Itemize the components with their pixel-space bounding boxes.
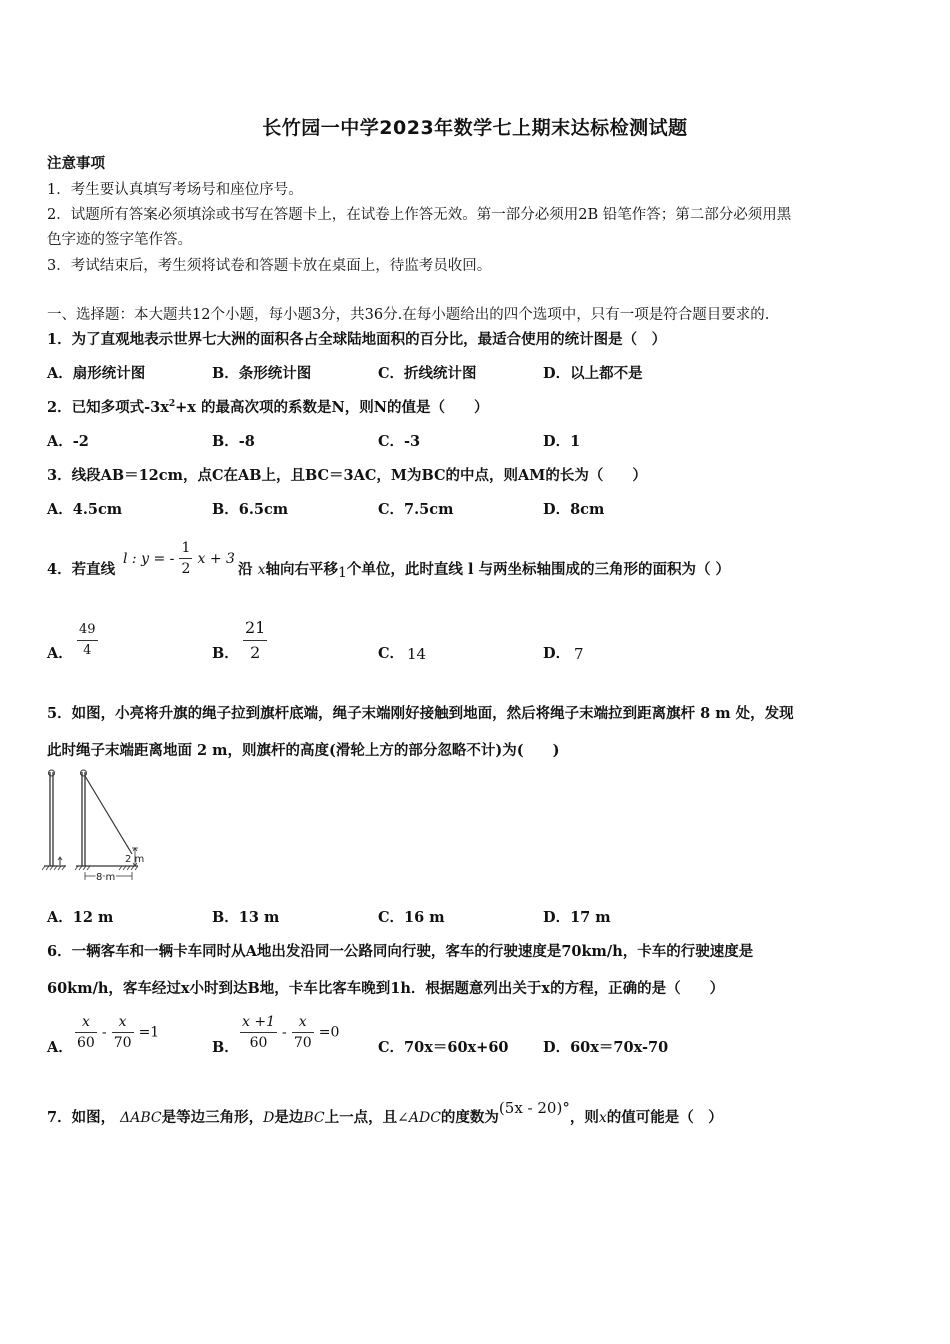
- q3-option-a: A．4.5cm: [47, 501, 123, 518]
- q7-side-bc: BC: [303, 1110, 325, 1126]
- notice-heading: 注意事项: [47, 155, 105, 172]
- q6-option-b-equation: [240, 1012, 339, 1053]
- fig-label-8m: 8 m: [96, 872, 116, 883]
- q4-option-c-value: 14: [407, 645, 427, 663]
- q7-var-x: x: [598, 1110, 607, 1126]
- q6-b-rhs: =0: [318, 1024, 340, 1041]
- q7-point-d: D: [263, 1110, 275, 1126]
- q4-var-x: x: [257, 562, 266, 578]
- q7-label: 7．如图，: [47, 1109, 116, 1126]
- q6-a-fraction-1: [75, 1012, 97, 1053]
- q2-option-d: D．1: [543, 433, 581, 450]
- q2-option-c: C．-3: [378, 433, 421, 450]
- q4-label: 4．若直线: [47, 561, 116, 578]
- q6-b-fraction-2: [292, 1012, 314, 1053]
- q4-option-a-numerator: 49: [77, 620, 98, 641]
- q4-option-a-fraction: [77, 620, 98, 661]
- notice-item-2: 2．试题所有答案必须填涂或书写在答题卡上，在试卷上作答无效。第一部分必须用2B 铅笔作答；第二部分必须用黑: [47, 207, 792, 223]
- q6-b-den-2: 70: [293, 1035, 312, 1051]
- q3-stem: 3．线段AB＝12cm，点C在AB上，且BC＝3AC，M为BC的中点，则AM的长为（ ）: [47, 467, 647, 484]
- q1-option-d: D．以上都不是: [543, 365, 643, 382]
- q6-a-den-1: 60: [77, 1035, 95, 1051]
- q6-line-1: 6．一辆客车和一辆卡车同时从A地出发沿同一公路同向行驶，客车的行驶速度是70km/h，卡车的行驶速度是: [47, 943, 754, 960]
- q5-option-a: A．12 m: [47, 909, 114, 926]
- q6-b-operator: -: [282, 1024, 287, 1041]
- q7-text-3: 上一点，且: [324, 1109, 398, 1126]
- q5-option-c: C．16 m: [378, 909, 445, 926]
- q6-option-a-label: A．: [47, 1039, 73, 1056]
- q6-option-b-label: B．: [212, 1039, 239, 1056]
- q5-option-d: D．17 m: [543, 909, 611, 926]
- q2-option-a: A．-2: [47, 433, 89, 450]
- q3-option-d: D．8cm: [543, 501, 605, 518]
- q5-line-1: 5．如图，小亮将升旗的绳子拉到旗杆底端，绳子末端刚好接触到地面，然后将绳子末端拉到距离旗杆 8 m 处，发现: [47, 705, 794, 722]
- q1-stem: 1．为了直观地表示世界七大洲的面积各占全球陆地面积的百分比，最适合使用的统计图是（ ）: [47, 331, 667, 348]
- q6-b-num-2: x: [292, 1012, 314, 1033]
- q6-b-fraction-1: [240, 1012, 277, 1053]
- q4-eq-numerator: 1: [179, 538, 192, 559]
- notice-item-3: 3．考试结束后，考生须将试卷和答题卡放在桌面上，待监考员收回。: [47, 258, 492, 274]
- q4-eq-post: x + 3: [197, 551, 235, 567]
- page-title: 长竹园一中学2023年数学七上期末达标检测试题: [262, 117, 688, 139]
- rope-line: [85, 776, 132, 854]
- q2-stem-exponent: 2: [168, 399, 176, 410]
- q4-option-d-label: D．: [543, 645, 571, 662]
- q4-unit: 1: [337, 565, 347, 581]
- q6-option-d: D．60x＝70x-70: [543, 1039, 669, 1056]
- q1-option-a: A．扇形统计图: [47, 365, 146, 382]
- q6-a-rhs: =1: [138, 1024, 160, 1041]
- q3-option-b: B．6.5cm: [212, 501, 289, 518]
- q7-stem: [47, 1099, 723, 1127]
- q2-stem-pre: 2．已知多项式-3x: [47, 399, 169, 416]
- q7-angle: ∠ADC: [397, 1110, 441, 1126]
- q4-option-b-denominator: 2: [250, 643, 261, 662]
- q6-b-den-1: 60: [249, 1035, 268, 1051]
- q2-stem: [47, 396, 488, 417]
- q6-option-c: C．70x＝60x+60: [378, 1039, 509, 1056]
- right-flagpole: [75, 770, 144, 883]
- q4-option-a-denominator: 4: [83, 643, 92, 658]
- q4-eq-pre: l : y = -: [123, 551, 175, 567]
- q4-text-2: 轴向右平移: [265, 561, 338, 578]
- q4-option-c-label: C．: [378, 645, 405, 662]
- q1-option-b: B．条形统计图: [212, 365, 312, 382]
- q6-a-fraction-2: [112, 1012, 134, 1053]
- q4-option-d-value: 7: [574, 645, 584, 663]
- q4-option-b-numerator: 21: [243, 616, 267, 641]
- q4-eq-denominator: 2: [181, 561, 191, 577]
- q4-stem-rest: [238, 558, 730, 579]
- q2-option-b: B．-8: [212, 433, 255, 450]
- q6-b-num-1: x +1: [240, 1012, 277, 1033]
- q4-text-1: 沿: [238, 561, 253, 578]
- q6-a-num-2: x: [112, 1012, 134, 1033]
- fig-label-2m: 2 m: [125, 854, 145, 865]
- q4-text-3: 个单位，此时直线 l 与两坐标轴围成的三角形的面积为（ ）: [346, 561, 731, 578]
- q4-option-b-fraction: [243, 616, 267, 665]
- q3-option-c: C．7.5cm: [378, 501, 454, 518]
- q7-expression: (5x - 20)°: [498, 1099, 570, 1117]
- q7-text-1: 是等边三角形，: [161, 1109, 264, 1126]
- q1-option-c: C．折线统计图: [378, 365, 477, 382]
- left-flagpole: [42, 770, 66, 870]
- q6-line-2: 60km/h，客车经过x小时到达B地，卡车比客车晚到1h．根据题意列出关于x的方程，正确的是（ ）: [47, 980, 725, 997]
- q4-option-b-label: B．: [212, 645, 239, 662]
- q7-text-6: 的值可能是（ ）: [606, 1109, 723, 1126]
- q5-option-b: B．13 m: [212, 909, 280, 926]
- q6-a-operator: -: [101, 1024, 107, 1041]
- notice-item-2-cont: 色字迹的签字笔作答。: [47, 232, 192, 248]
- q6-a-den-2: 70: [113, 1035, 132, 1051]
- q4-option-a-label: A．: [47, 645, 73, 662]
- q7-text-2: 是边: [274, 1109, 304, 1126]
- q6-option-a-equation: [75, 1012, 159, 1053]
- q5-line-2: 此时绳子末端距离地面 2 m，则旗杆的高度(滑轮上方的部分忽略不计)为( ): [47, 742, 560, 759]
- q2-stem-post: +x 的最高次项的系数是N，则N的值是（ ）: [175, 399, 489, 416]
- q4-equation: [123, 538, 235, 579]
- q7-text-5: ，则: [569, 1109, 599, 1126]
- q6-a-num-1: x: [75, 1012, 97, 1033]
- section-heading: 一、选择题：本大题共12个小题，每小题3分，共36分.在每小题给出的四个选项中，只有一项是符合题目要求的.: [47, 307, 770, 323]
- q5-flagpole-figure: [40, 766, 160, 886]
- q7-text-4: 的度数为: [440, 1109, 499, 1126]
- notice-item-1: 1．考生要认真填写考场号和座位序号。: [47, 182, 303, 198]
- q7-triangle: ΔABC: [120, 1110, 162, 1126]
- q4-eq-fraction: [179, 538, 192, 579]
